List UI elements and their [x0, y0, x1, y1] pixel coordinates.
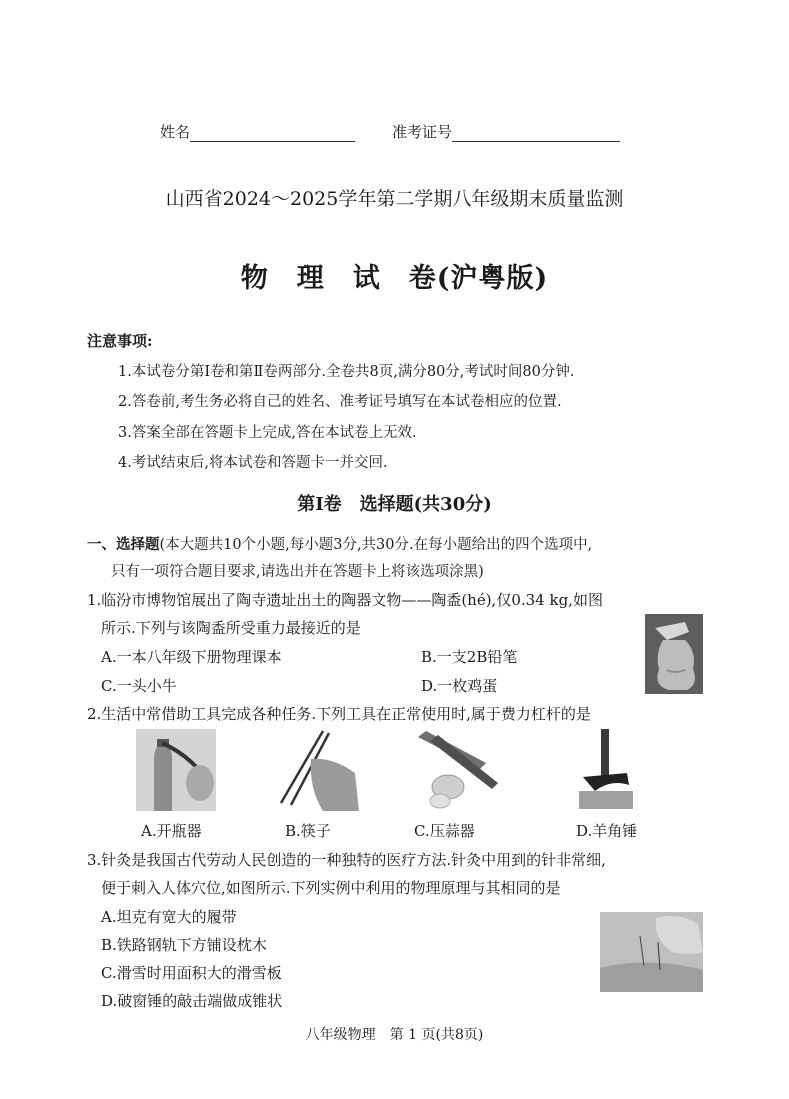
bottle-opener-photo — [136, 729, 216, 811]
part-label: 一、选择题 — [87, 536, 160, 553]
exam-title: 山西省2024～2025学年第二学期八年级期末质量监测 — [165, 188, 624, 210]
paper-title: 物 理 试 卷(沪粤版) — [240, 263, 549, 294]
notes-heading: 注意事项: — [87, 332, 153, 350]
q2-option-c: C.压蒜器 — [414, 822, 475, 840]
name-label: 姓名 — [160, 123, 191, 141]
q2-option-a: A.开瓶器 — [141, 822, 202, 840]
q2-option-b: B.筷子 — [285, 822, 331, 840]
exam-id-blank — [452, 125, 620, 142]
pottery-vessel-photo — [645, 614, 703, 694]
question-3-stem: 3.针灸是我国古代劳动人民创造的一种独特的医疗方法.针灸中用到的针非常细, — [87, 851, 606, 869]
exam-id-field — [392, 121, 620, 142]
note-item: 1.本试卷分第Ⅰ卷和第Ⅱ卷两部分.全卷共8页,满分80分,考试时间80分钟. — [118, 364, 575, 380]
note-item: 2.答卷前,考生务必将自己的姓名、准考证号填写在本试卷相应的位置. — [118, 394, 562, 410]
q2-option-d: D.羊角锤 — [576, 822, 638, 840]
garlic-press-photo — [410, 729, 506, 811]
question-1-stem-line2: 所示.下列与该陶盉所受重力最接近的是 — [101, 619, 361, 637]
q3-option-d: D.破窗锤的敲击端做成锥状 — [101, 992, 283, 1010]
q3-option-a: A.坦克有宽大的履带 — [101, 908, 237, 926]
question-3-stem-line2: 便于刺入人体穴位,如图所示.下列实例中利用的物理原理与其相同的是 — [101, 879, 561, 897]
acupuncture-photo — [600, 912, 703, 992]
exam-id-label: 准考证号 — [392, 123, 453, 141]
question-2-stem: 2.生活中常借助工具完成各种任务.下列工具在正常使用时,属于费力杠杆的是 — [87, 705, 591, 723]
part-desc-line1: (本大题共10个小题,每小题3分,共30分.在每小题给出的四个选项中, — [159, 537, 593, 553]
note-item: 4.考试结束后,将本试卷和答题卡一并交回. — [118, 455, 388, 471]
section-title: 第Ⅰ卷 选择题(共30分) — [297, 494, 492, 515]
q1-option-b: B.一支2B铅笔 — [421, 648, 518, 666]
name-field — [160, 121, 355, 142]
question-1-stem: 1.临汾市博物馆展出了陶寺遗址出土的陶器文物——陶盉(hé),仅0.34 kg,如图 — [87, 591, 603, 609]
q3-option-c: C.滑雪时用面积大的滑雪板 — [101, 964, 282, 982]
q1-option-d: D.一枚鸡蛋 — [421, 677, 498, 695]
q3-option-b: B.铁路钢轨下方铺设枕木 — [101, 936, 267, 954]
q1-option-a: A.一本八年级下册物理课本 — [101, 648, 282, 666]
part-description — [87, 533, 592, 554]
name-blank — [190, 125, 355, 142]
q1-option-c: C.一头小牛 — [101, 677, 177, 695]
claw-hammer-photo — [575, 729, 637, 811]
chopsticks-photo — [263, 729, 359, 811]
part-desc-line2: 只有一项符合题目要求,请选出并在答题卡上将该选项涂黑) — [111, 564, 484, 580]
note-item: 3.答案全部在答题卡上完成,答在本试卷上无效. — [118, 425, 417, 441]
page-footer: 八年级物理 第 1 页(共8页) — [305, 1027, 484, 1043]
